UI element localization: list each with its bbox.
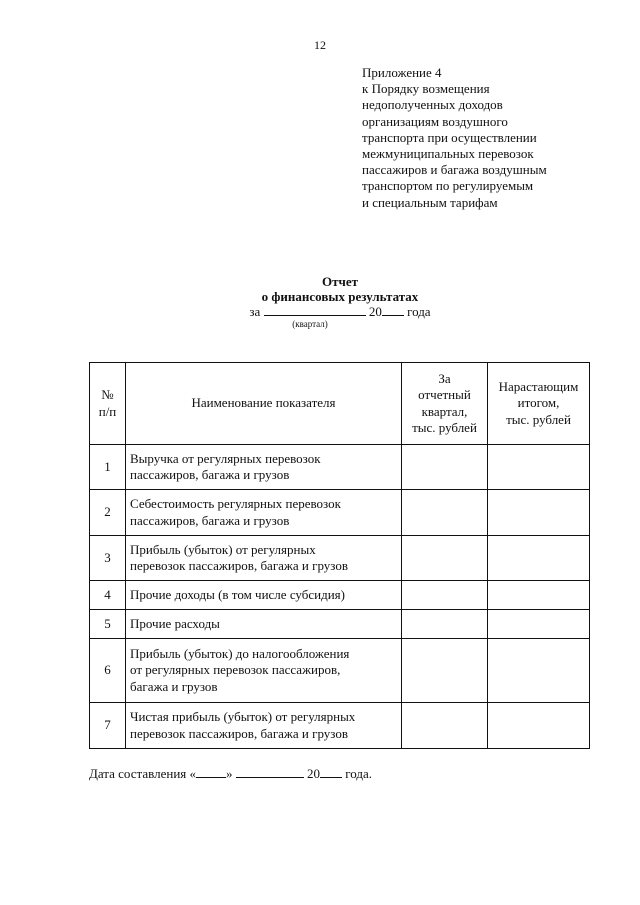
report-title-block [0,274,640,329]
date-middle: » [226,766,233,781]
cell-quarter-value[interactable] [402,610,488,639]
cell-cumulative-value[interactable] [488,703,590,749]
cell-quarter-value[interactable] [402,581,488,610]
header-name: Наименование показателя [126,363,402,445]
month-blank[interactable] [236,766,304,778]
header-num: № п/п [90,363,126,445]
header-cumulative: Нарастающим итогом, тыс. рублей [488,363,590,445]
table-row [90,703,590,749]
appendix-line: недополученных доходов [362,97,503,113]
cell-cumulative-value[interactable] [488,581,590,610]
date-line [89,766,372,782]
report-subtitle: о финансовых результатах [261,289,419,304]
report-table [89,362,590,749]
table-row [90,490,590,536]
row-name: Прибыль (убыток) от регулярных перевозок пассажиров, багажа и грузов [126,536,402,581]
cell-cumulative-value[interactable] [488,610,590,639]
table-row [90,581,590,610]
row-name: Себестоимость регулярных перевозок пассажиров, багажа и грузов [126,490,402,536]
appendix-line: межмуниципальных перевозок [362,146,534,162]
year-blank[interactable] [382,304,404,316]
cell-cumulative-value[interactable] [488,536,590,581]
date-year: 20 [307,766,321,781]
cell-cumulative-value[interactable] [488,445,590,490]
cell-quarter-value[interactable] [402,536,488,581]
report-title: Отчет [322,274,358,289]
cell-cumulative-value[interactable] [488,639,590,703]
cell-quarter-value[interactable] [402,703,488,749]
appendix-line: Приложение 4 [362,65,442,80]
appendix-line: к Порядку возмещения [362,81,490,97]
table-header-row [90,363,590,445]
table-row [90,445,590,490]
date-suffix: года. [345,766,373,781]
period-caption: (квартал) [292,319,328,329]
table-row [90,610,590,639]
appendix-line: транспортом по регулируемым [362,178,534,194]
row-number: 1 [90,445,126,490]
appendix-line: и специальным тарифам [362,194,498,210]
appendix-line: организациям воздушного [362,113,508,129]
period-year: 20 [368,304,382,319]
cell-cumulative-value[interactable] [488,490,590,536]
row-number: 4 [90,581,126,610]
appendix-block [362,65,547,211]
quarter-blank[interactable] [264,304,366,316]
report-period-line [0,304,640,319]
row-number: 7 [90,703,126,749]
row-name: Прочие доходы (в том числе субсидия) [126,581,402,610]
cell-quarter-value[interactable] [402,639,488,703]
period-suffix: года [407,304,431,319]
date-year-blank[interactable] [320,766,342,778]
period-prefix: за [249,304,261,319]
row-name: Прочие расходы [126,610,402,639]
row-number: 6 [90,639,126,703]
row-number: 3 [90,536,126,581]
page-number: 12 [314,38,326,52]
date-prefix: Дата составления « [89,766,197,781]
day-blank[interactable] [196,766,226,778]
table-row [90,639,590,703]
appendix-line: пассажиров и багажа воздушным [362,162,547,178]
row-name: Прибыль (убыток) до налогообложения от регулярных перевозок пассажиров, багажа и грузов [126,639,402,703]
cell-quarter-value[interactable] [402,445,488,490]
row-number: 2 [90,490,126,536]
appendix-line: транспорта при осуществлении [362,129,537,145]
cell-quarter-value[interactable] [402,490,488,536]
row-number: 5 [90,610,126,639]
row-name: Выручка от регулярных перевозок пассажиров, багажа и грузов [126,445,402,490]
row-name: Чистая прибыль (убыток) от регулярных перевозок пассажиров, багажа и грузов [126,703,402,749]
table-row [90,536,590,581]
header-quarter: За отчетный квартал, тыс. рублей [402,363,488,445]
